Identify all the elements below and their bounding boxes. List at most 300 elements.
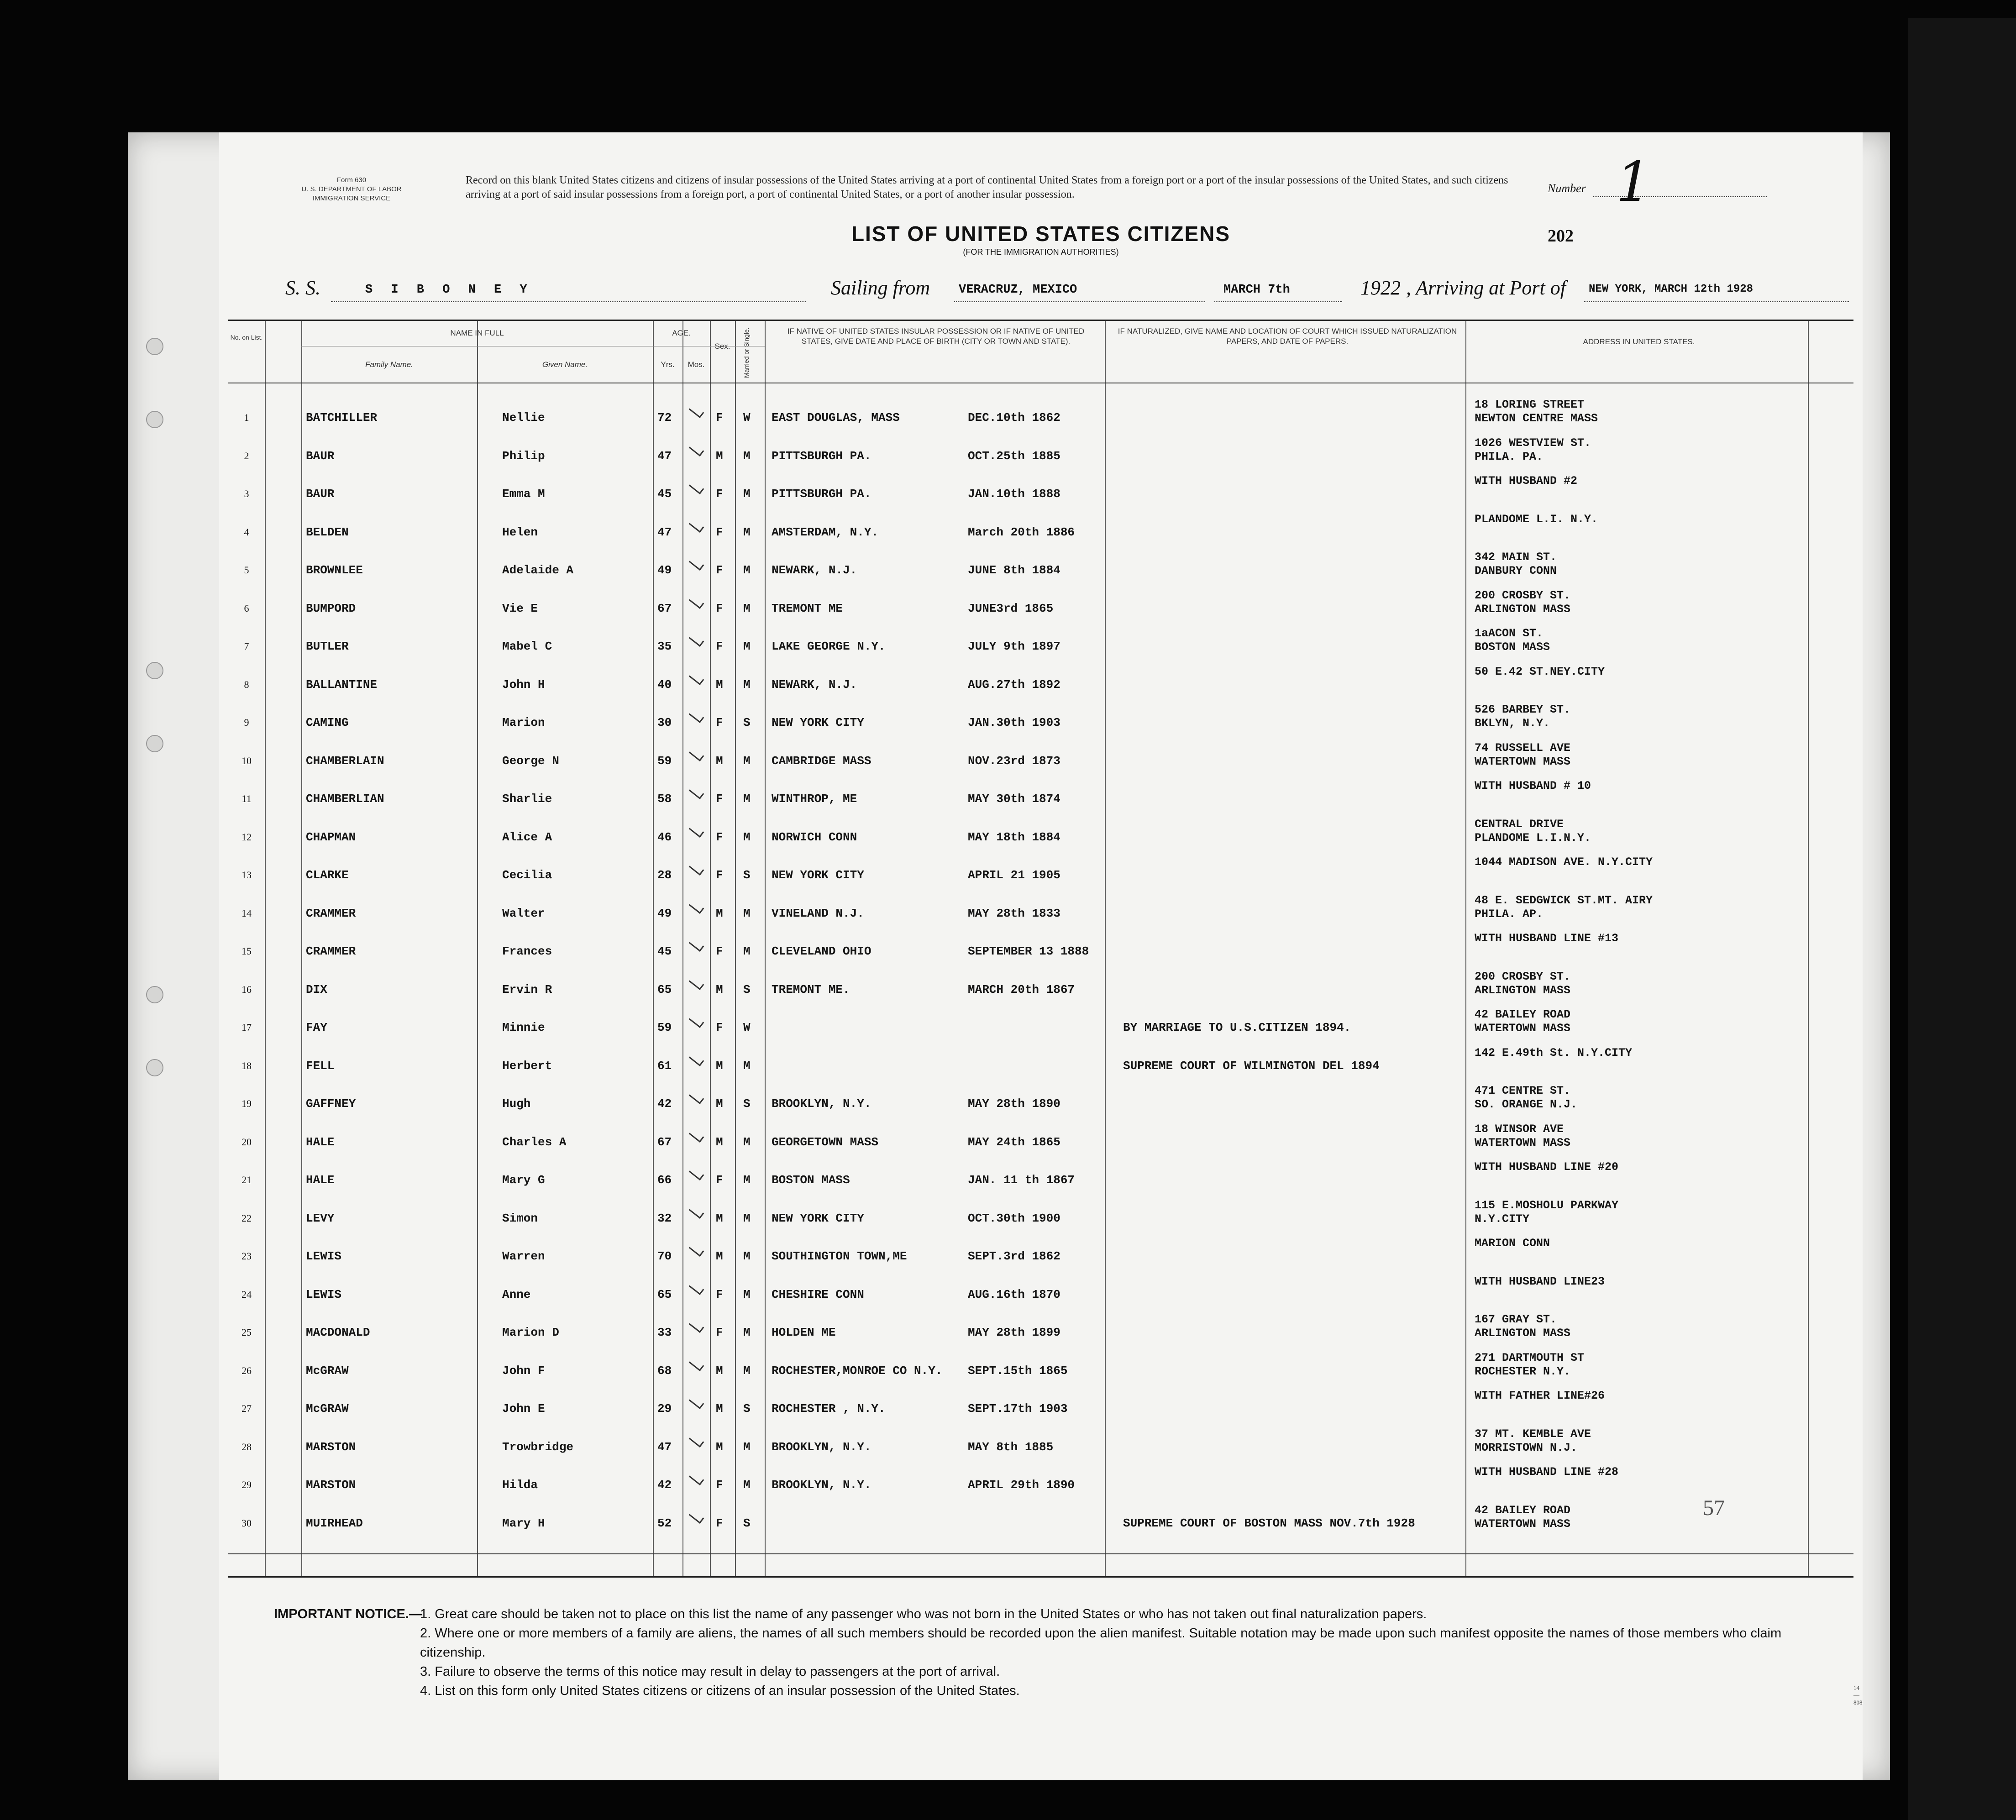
marital-status: M [743,1135,751,1149]
sailing-line [954,301,1205,302]
citizens-list-form [219,132,1863,1780]
punch-hole [146,986,163,1003]
birth-place: TREMONT ME [772,601,843,615]
sex: F [716,868,723,882]
given-name: Ervin R [502,982,552,997]
marital-status: S [743,982,751,997]
birth-date: JAN. 11 th 1867 [968,1173,1075,1187]
marital-status: M [743,677,751,692]
address-line: WATERTOWN MASS [1475,755,1571,768]
age-years: 46 [657,830,672,844]
sex: F [716,1478,723,1492]
marital-status: M [743,754,751,768]
header-name-in-full: NAME IN FULL [450,329,504,337]
punch-hole [146,411,163,428]
ship-line [331,301,806,302]
header-sex: Sex. [714,342,730,351]
arriving-label: , Arriving at Port of [1406,277,1566,299]
header-naturalized: IF NATURALIZED, GIVE NAME AND LOCATION OF COURT WHICH ISSUED NATURALIZATION PAPERS, AND DATE OF PAPERS. [1118,327,1457,346]
sex: M [716,982,723,997]
row-number: 6 [244,602,249,614]
sex: F [716,563,723,577]
sex: M [716,449,723,463]
marital-status: M [743,525,751,539]
check-mark [689,1357,704,1371]
film-edge [1908,18,2016,1820]
row-number: 30 [242,1517,252,1529]
birth-date: OCT.25th 1885 [968,449,1060,463]
number-value: 1 [1616,151,1651,214]
birth-date: AUG.16th 1870 [968,1287,1060,1301]
given-name: Philip [502,449,545,463]
birth-date: JUNE3rd 1865 [968,601,1054,615]
given-name: Charles A [502,1135,567,1149]
punch-hole [146,338,163,355]
column-divider [682,321,683,1576]
sex: F [716,525,723,539]
sailing-from: VERACRUZ, MEXICO [959,283,1077,297]
sex: F [716,640,723,653]
family-name: BROWNLEE [306,563,363,577]
birth-date: MAY 28th 1833 [968,906,1060,920]
birth-date: March 20th 1886 [968,525,1075,539]
check-mark [689,1090,704,1104]
given-name: Helen [502,525,538,539]
ship-name: S I B O N E Y [365,283,533,297]
header-address: ADDRESS IN UNITED STATES. [1583,337,1695,346]
sex: F [716,792,723,806]
address-line: 471 CENTRE ST. [1475,1084,1571,1097]
family-name: BAUR [306,449,335,463]
family-name: DIX [306,982,327,997]
check-mark [689,556,704,571]
check-mark [689,633,704,647]
given-name: Marion D [502,1326,559,1339]
family-name: CRAMMER [306,906,356,920]
row-number: 5 [244,564,249,576]
given-name: Mary H [502,1516,545,1530]
sex: M [716,1440,723,1454]
page-code: 202 [1548,226,1574,246]
birth-place: EAST DOUGLAS, MASS [772,411,900,425]
sex: M [716,1249,723,1263]
birth-date: MAY 18th 1884 [968,830,1060,844]
family-name: CLARKE [306,868,349,882]
age-years: 49 [657,906,672,920]
check-mark [689,1166,704,1180]
family-name: GAFFNEY [306,1097,356,1111]
footer-divider [228,1553,1853,1554]
birth-place: WINTHROP, ME [772,792,857,806]
column-divider [653,321,654,1576]
given-name: Emma M [502,487,545,501]
age-years: 32 [657,1211,672,1225]
birth-date: JULY 9th 1897 [968,640,1060,653]
family-name: MARSTON [306,1478,356,1492]
row-number: 16 [242,983,252,995]
family-name: BUMPORD [306,601,356,615]
marital-status: S [743,868,751,882]
marital-status: S [743,1402,751,1416]
address-line: WATERTOWN MASS [1475,1022,1571,1035]
sex: F [716,601,723,615]
address-line: 1026 WESTVIEW ST. [1475,436,1591,450]
birth-date: AUG.27th 1892 [968,677,1060,692]
birth-place: AMSTERDAM, N.Y. [772,525,879,539]
row-number: 17 [242,1022,252,1033]
given-name: Adelaide A [502,563,574,577]
age-years: 61 [657,1059,672,1073]
row-number: 26 [242,1364,252,1376]
address-line: ARLINGTON MASS [1475,983,1571,997]
birth-date: SEPT.15th 1865 [968,1364,1068,1378]
marital-status: M [743,1326,751,1339]
sex: F [716,1326,723,1339]
address-line: 200 CROSBY ST. [1475,588,1571,602]
given-name: Frances [502,944,552,958]
birth-place: PITTSBURGH PA. [772,449,872,463]
sex: F [716,1516,723,1530]
marital-status: M [743,1173,751,1187]
check-mark [689,1471,704,1485]
notice-item: 3. Failure to observe the terms of this notice may result in delay to passengers at the port of arrival. [420,1664,1000,1679]
age-years: 28 [657,868,672,882]
marital-status: M [743,487,751,501]
row-number: 13 [242,869,252,881]
birth-date: APRIL 21 1905 [968,868,1060,882]
marital-status: M [743,830,751,844]
family-name: MUIRHEAD [306,1516,363,1530]
address-line: 142 E.49th St. N.Y.CITY [1475,1046,1633,1059]
marital-status: S [743,1516,751,1530]
given-name: Hilda [502,1478,538,1492]
birth-date: SEPT.3rd 1862 [968,1249,1060,1263]
sex: M [716,1135,723,1149]
given-name: Nellie [502,411,545,425]
address-line: WITH FATHER LINE#26 [1475,1389,1605,1402]
given-name: Minnie [502,1021,545,1034]
header-no: No. on List. [230,334,263,341]
sex: F [716,411,723,425]
sex: M [716,1211,723,1225]
address-line: 74 RUSSELL AVE [1475,741,1571,755]
notice-item: 2. Where one or more members of a family are aliens, the names of all such members should be recorded upon the alien manifest. Suitable notation may be made upon such manifest opposite the names of those members who claim citizenship. [420,1626,1782,1660]
family-name: CAMING [306,716,349,729]
birth-place: BROOKLYN, N.Y. [772,1478,872,1492]
family-name: MACDONALD [306,1326,370,1339]
birth-place: LAKE GEORGE N.Y. [772,640,886,653]
row-number: 18 [242,1059,252,1071]
family-name: BUTLER [306,640,349,653]
row-number: 25 [242,1327,252,1338]
row-number: 27 [242,1403,252,1414]
address-line: 200 CROSBY ST. [1475,970,1571,983]
family-name: HALE [306,1135,335,1149]
marital-status: M [743,906,751,920]
age-years: 40 [657,677,672,692]
row-number: 12 [242,831,252,843]
given-name: Mabel C [502,640,552,653]
family-name: LEWIS [306,1249,342,1263]
row-number: 4 [244,526,249,538]
check-mark [689,861,704,876]
given-name: Hugh [502,1097,531,1111]
row-number: 2 [244,450,249,462]
column-divider [477,321,478,1576]
notice-item: 4. List on this form only United States citizens or citizens of an insular possession of the United States. [420,1684,1020,1698]
address-line: N.Y.CITY [1475,1212,1530,1226]
date-line [1214,301,1342,302]
address-line: PHILA. PA. [1475,450,1544,463]
address-line: 342 MAIN ST. [1475,551,1557,564]
address-line: PLANDOME L.I. N.Y. [1475,512,1598,526]
row-number: 22 [242,1212,252,1224]
passenger-table [228,320,1853,1578]
age-years: 47 [657,1440,672,1454]
header-age: AGE. [672,329,691,337]
sex: F [716,716,723,729]
naturalization: BY MARRIAGE TO U.S.CITIZEN 1894. [1123,1021,1351,1034]
address-line: WATERTOWN MASS [1475,1136,1571,1149]
birth-date: MAY 8th 1885 [968,1440,1054,1454]
address-line: WITH HUSBAND LINE23 [1475,1275,1605,1288]
check-mark [689,900,704,914]
address-line: BKLYN, N.Y. [1475,717,1550,730]
notice-item: 1. Great care should be taken not to place on this list the name of any passenger who was not born in the United States or who has not taken out final naturalization papers. [420,1607,1427,1621]
given-name: Marion [502,716,545,729]
address-line: MORRISTOWN N.J. [1475,1441,1578,1454]
age-years: 67 [657,1135,672,1149]
ss-label: S. S. [285,277,320,299]
birth-date: MAY 24th 1865 [968,1135,1060,1149]
marital-status: M [743,792,751,806]
address-line: BOSTON MASS [1475,640,1550,654]
column-divider [265,321,266,1576]
header-married: Married or Single. [743,327,750,378]
given-name: Vie E [502,601,538,615]
birth-date: JAN.30th 1903 [968,716,1060,729]
address-line: 526 BARBEY ST. [1475,703,1571,716]
birth-date: JUNE 8th 1884 [968,563,1060,577]
marital-status: M [743,1249,751,1263]
birth-place: BROOKLYN, N.Y. [772,1440,872,1454]
address-line: WITH HUSBAND LINE #13 [1475,932,1619,945]
given-name: Cecilia [502,868,552,882]
check-mark [689,1510,704,1524]
check-mark [689,671,704,685]
column-divider [765,321,766,1576]
address-line: 18 LORING STREET [1475,398,1585,411]
check-mark [689,938,704,952]
birth-place: NEWARK, N.J. [772,677,857,692]
age-years: 52 [657,1516,672,1530]
naturalization: SUPREME COURT OF WILMINGTON DEL 1894 [1123,1059,1380,1073]
address-line: 1044 MADISON AVE. N.Y.CITY [1475,855,1653,869]
birth-place: CHESHIRE CONN [772,1287,864,1301]
marital-status: M [743,1440,751,1454]
sail-year: 1922 [1360,277,1401,299]
age-years: 58 [657,792,672,806]
family-name: CHAMBERLAIN [306,754,384,768]
given-name: Sharlie [502,792,552,806]
address-line: ROCHESTER N.Y. [1475,1364,1571,1378]
age-years: 29 [657,1402,672,1416]
marital-status: W [743,411,751,425]
row-number: 29 [242,1479,252,1490]
address-line: PHILA. AP. [1475,907,1544,921]
age-years: 42 [657,1478,672,1492]
punch-hole [146,662,163,679]
address-line: SO. ORANGE N.J. [1475,1098,1578,1111]
birth-place: NORWICH CONN [772,830,857,844]
age-years: 59 [657,1021,672,1034]
check-mark [689,519,704,533]
birth-place: SOUTHINGTON TOWN,ME [772,1249,907,1263]
row-number: 10 [242,755,252,766]
sex: F [716,830,723,844]
sex: M [716,1402,723,1416]
header-yrs: Yrs. [661,360,675,369]
sex: M [716,1364,723,1378]
address-line: 1aACON ST. [1475,627,1544,640]
marital-status: M [743,1059,751,1073]
family-name: McGRAW [306,1402,349,1416]
age-years: 65 [657,982,672,997]
column-divider [710,321,711,1576]
row-number: 9 [244,717,249,728]
row-number: 3 [244,488,249,499]
age-years: 65 [657,1287,672,1301]
family-name: BATCHILLER [306,411,378,425]
birth-place: NEWARK, N.J. [772,563,857,577]
address-line: WITH HUSBAND LINE #20 [1475,1160,1619,1174]
check-mark [689,747,704,761]
given-name: George N [502,754,559,768]
check-mark [689,442,704,456]
given-name: Simon [502,1211,538,1225]
birth-place: HOLDEN ME [772,1326,836,1339]
notice-lead: IMPORTANT NOTICE.— [274,1607,422,1621]
family-name: CHAPMAN [306,830,356,844]
birth-place: BOSTON MASS [772,1173,850,1187]
family-name: McGRAW [306,1364,349,1378]
family-name: BALLANTINE [306,677,378,692]
header-family-name: Family Name. [365,360,413,369]
column-divider [1808,321,1809,1576]
age-years: 70 [657,1249,672,1263]
punch-hole [146,735,163,752]
marital-status: S [743,1097,751,1111]
address-line: ARLINGTON MASS [1475,1327,1571,1340]
arrival: NEW YORK, MARCH 12th 1928 [1589,283,1754,295]
address-line: 37 MT. KEMBLE AVE [1475,1427,1591,1441]
header-birth: IF NATIVE OF UNITED STATES INSULAR POSSESSION OR IF NATIVE OF UNITED STATES, GIVE DATE AND PLACE OF BIRTH (CITY OR TOWN AND STATE). [787,327,1085,346]
address-line: WATERTOWN MASS [1475,1517,1571,1531]
check-mark [689,1014,704,1028]
age-years: 67 [657,601,672,615]
birth-date: MAY 28th 1890 [968,1097,1060,1111]
address-line: DANBURY CONN [1475,564,1557,577]
birth-place: TREMONT ME. [772,982,850,997]
birth-place: CLEVELAND OHIO [772,944,872,958]
age-years: 47 [657,525,672,539]
birth-date: MAY 28th 1899 [968,1326,1060,1339]
age-years: 35 [657,640,672,653]
page-title: LIST OF UNITED STATES CITIZENS [851,222,1231,246]
birth-date: MARCH 20th 1867 [968,982,1075,997]
address-line: ARLINGTON MASS [1475,602,1571,616]
sex: M [716,754,723,768]
marital-status: M [743,601,751,615]
address-line: WITH HUSBAND LINE #28 [1475,1465,1619,1479]
birth-date: NOV.23rd 1873 [968,754,1060,768]
family-name: FAY [306,1021,327,1034]
row-number: 21 [242,1174,252,1185]
birth-place: GEORGETOWN MASS [772,1135,879,1149]
age-years: 47 [657,449,672,463]
age-years: 72 [657,411,672,425]
age-years: 30 [657,716,672,729]
column-divider [735,321,736,1576]
document-page [128,132,1890,1780]
check-mark [689,823,704,838]
address-line: 271 DARTMOUTH ST [1475,1351,1585,1364]
address-line: 18 WINSOR AVE [1475,1122,1564,1136]
marital-status: M [743,1211,751,1225]
sex: F [716,944,723,958]
marital-status: W [743,1021,751,1034]
address-line: MARION CONN [1475,1237,1550,1250]
header-mos: Mos. [688,360,705,369]
birth-date: JAN.10th 1888 [968,487,1060,501]
address-line: 50 E.42 ST.NEY.CITY [1475,665,1605,678]
birth-place: CAMBRIDGE MASS [772,754,872,768]
check-mark [689,976,704,990]
form-instructions: Record on this blank United States citizens and citizens of insular possessions of the United States arriving at a port of continental United States from a foreign port or a port of the insular possessions of the United States, and such citizens arriving at a port of said insular possessions from a foreign port, a port of continental United States, or a port of another insular possession. [466,174,1508,200]
row-number: 19 [242,1098,252,1109]
row-number: 14 [242,907,252,919]
margin-note: 57 [1703,1496,1725,1520]
check-mark [689,1243,704,1257]
given-name: Walter [502,906,545,920]
marital-status: M [743,449,751,463]
row-number: 7 [244,640,249,652]
given-name: John H [502,677,545,692]
age-years: 33 [657,1326,672,1339]
address-line: 115 E.MOSHOLU PARKWAY [1475,1198,1619,1212]
row-number: 1 [244,412,249,423]
sex: M [716,1059,723,1073]
birth-place: PITTSBURGH PA. [772,487,872,501]
given-name: John E [502,1402,545,1416]
address-line: PLANDOME L.I.N.Y. [1475,831,1591,844]
given-name: John F [502,1364,545,1378]
row-number: 20 [242,1136,252,1148]
age-years: 42 [657,1097,672,1111]
check-mark [689,1052,704,1066]
arrival-line [1584,301,1849,302]
column-divider [1465,321,1466,1576]
birth-place: NEW YORK CITY [772,1211,864,1225]
page-subtitle: (FOR THE IMMIGRATION AUTHORITIES) [963,247,1119,257]
address-line: NEWTON CENTRE MASS [1475,412,1598,425]
sex: M [716,677,723,692]
sex: F [716,487,723,501]
check-mark [689,595,704,609]
given-name: Trowbridge [502,1440,574,1454]
marital-status: M [743,640,751,653]
family-name: CHAMBERLIAN [306,792,384,806]
